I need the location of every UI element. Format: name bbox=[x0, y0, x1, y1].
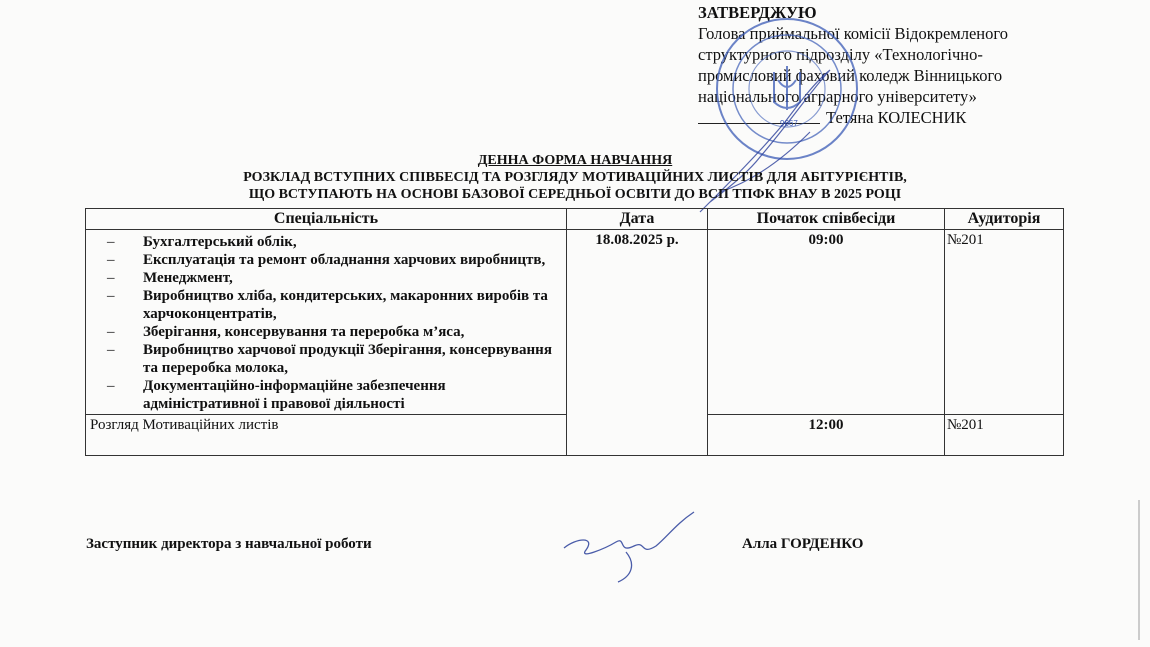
schedule-table bbox=[85, 208, 1064, 456]
approval-line-3: промисловий фаховий коледж Вінницького bbox=[698, 66, 1003, 85]
approval-line-2: структурного підрозділу «Технологічно- bbox=[698, 45, 983, 64]
deputy-signature-icon bbox=[556, 508, 706, 588]
deputy-position: Заступник директора з навчальної роботи bbox=[86, 536, 372, 552]
specialty-list bbox=[87, 231, 565, 413]
approval-title: ЗАТВЕРДЖУЮ bbox=[698, 3, 817, 22]
list-item: – Бухгалтерський облік, bbox=[143, 233, 561, 251]
heading-basis: ЩО ВСТУПАЮТЬ НА ОСНОВІ БАЗОВОЇ СЕРЕДНЬОЇ ОСВІТИ ДО ВСП ТПФК ВНАУ В 2025 РОЦІ bbox=[248, 187, 902, 202]
approval-line-1: Голова приймальної комісії Відокремленого bbox=[698, 24, 1008, 43]
list-item: – Зберігання, консервування та переробка м’яса, bbox=[143, 323, 561, 341]
list-item: – Виробництво хліба, кондитерських, макаронних виробів та харчоконцентратів, bbox=[143, 287, 561, 323]
table-header-row bbox=[86, 209, 1064, 230]
header-start: Початок співбесіди bbox=[708, 209, 945, 230]
table-row bbox=[86, 230, 1064, 415]
interview-start-cell: 09:00 bbox=[708, 230, 945, 415]
approval-signatory: Тетяна КОЛЕСНИК bbox=[826, 108, 967, 127]
page-edge-divider bbox=[1138, 500, 1140, 640]
review-label-cell: Розгляд Мотиваційних листів bbox=[86, 415, 567, 456]
header-specialty: Спеціальність bbox=[86, 209, 567, 230]
heading-schedule: РОЗКЛАД ВСТУПНИХ СПІВБЕСІД ТА РОЗГЛЯДУ МОТИВАЦІЙНИХ ЛИСТІВ ДЛЯ АБІТУРІЄНТІВ, bbox=[243, 170, 907, 185]
header-room: Аудиторія bbox=[945, 209, 1064, 230]
date-cell: 18.08.2025 р. bbox=[567, 230, 708, 456]
review-start-cell: 12:00 bbox=[708, 415, 945, 456]
stamp-number: 9667 bbox=[780, 119, 798, 128]
list-item: – Експлуатація та ремонт обладнання харчових виробництв, bbox=[143, 251, 561, 269]
list-item: – Менеджмент, bbox=[143, 269, 561, 287]
approval-line-4: національного аграрного університету» bbox=[698, 87, 977, 106]
list-item: – Документаційно-інформаційне забезпечення адміністративної і правової діяльності bbox=[143, 377, 561, 413]
specialty-cell bbox=[86, 230, 567, 415]
list-item: – Виробництво харчової продукції Зберігання, консервування та переробка молока, bbox=[143, 341, 561, 377]
interview-room-cell: №201 bbox=[945, 230, 1064, 415]
review-room-cell: №201 bbox=[945, 415, 1064, 456]
header-date: Дата bbox=[567, 209, 708, 230]
heading-study-form: ДЕННА ФОРМА НАВЧАННЯ bbox=[477, 153, 673, 168]
deputy-name: Алла ГОРДЕНКО bbox=[742, 536, 864, 552]
document-heading bbox=[0, 152, 1150, 203]
